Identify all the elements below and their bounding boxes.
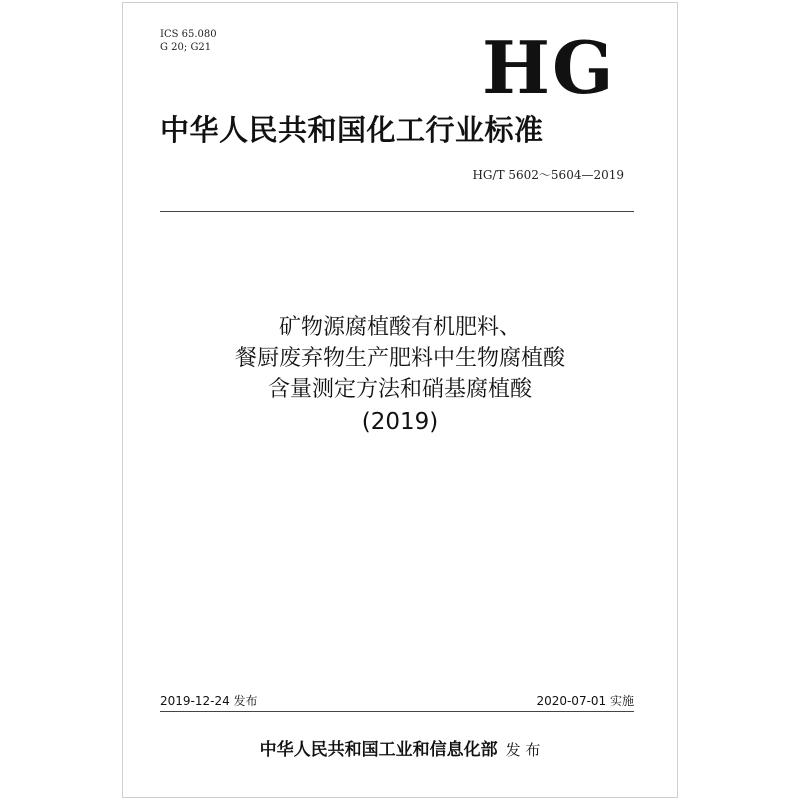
publisher-name: 中华人民共和国工业和信息化部 xyxy=(259,740,498,760)
bottom-divider xyxy=(160,711,634,712)
implementation-date: 2020-07-01 实施 xyxy=(536,694,634,708)
standard-type-title: 中华人民共和国化工行业标准 xyxy=(160,113,544,147)
ics-code: ICS 65.080 xyxy=(160,29,217,40)
hg-logo: HG xyxy=(482,25,616,110)
title-year: (2019) xyxy=(361,409,439,435)
title-line: 含量测定方法和硝基腐植酸 xyxy=(267,377,532,402)
title-line: 餐厨废弃物生产肥料中生物腐植酸 xyxy=(234,346,565,371)
issue-date: 2019-12-24 发布 xyxy=(160,694,258,708)
title-line: 矿物源腐植酸有机肥料、 xyxy=(278,315,521,340)
document-title xyxy=(160,312,640,438)
classification-codes xyxy=(160,28,217,54)
publisher-line xyxy=(160,735,640,760)
standard-number: HG/T 5602～5604—2019 xyxy=(472,168,624,182)
top-divider xyxy=(160,211,634,212)
ccs-code: G 20; G21 xyxy=(160,42,212,53)
publisher-suffix: 发 布 xyxy=(505,741,541,759)
